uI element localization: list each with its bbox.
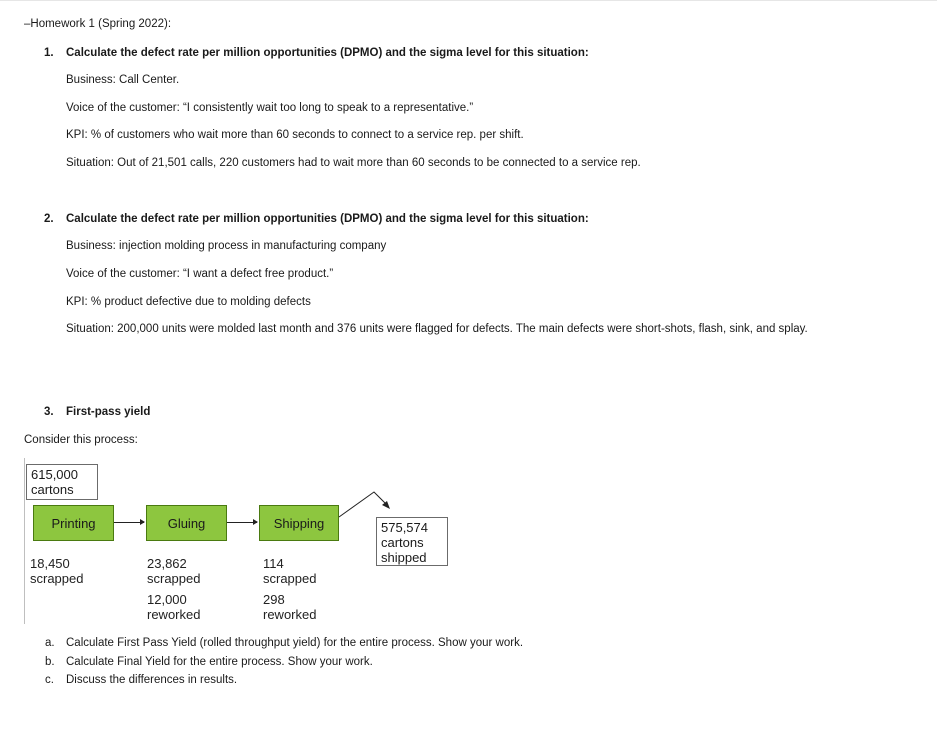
page-top-border — [0, 0, 937, 1]
arrow-gluing-to-shipping — [227, 522, 257, 523]
task-b-text: Calculate Final Yield for the entire process. Show your work. — [66, 656, 373, 668]
task-c-marker: c. — [45, 674, 54, 686]
arrow-shipping-to-output — [336, 488, 396, 520]
output-shipped-box: 575,574 cartons shipped — [376, 517, 448, 566]
q2-number: 2. — [44, 213, 54, 225]
task-b-marker: b. — [45, 656, 55, 668]
task-a-text: Calculate First Pass Yield (rolled throughput yield) for the entire process. Show your work. — [66, 637, 524, 649]
q3-intro: Consider this process: — [24, 434, 138, 446]
q2-heading: Calculate the defect rate per million opportunities (DPMO) and the sigma level for this situation: — [66, 213, 589, 225]
step-shipping: Shipping — [259, 505, 339, 541]
printing-scrapped: 18,450 scrapped — [30, 556, 84, 586]
gluing-scrapped: 23,862 scrapped — [147, 556, 201, 586]
task-a-marker: a. — [45, 637, 55, 649]
q1-voice: Voice of the customer: “I consistently wait too long to speak to a representative.” — [66, 102, 474, 114]
q2-voice: Voice of the customer: “I want a defect free product.” — [66, 268, 334, 280]
gluing-reworked: 12,000 reworked — [147, 592, 201, 622]
q2-business: Business: injection molding process in manufacturing company — [66, 240, 387, 252]
arrow-printing-to-gluing — [114, 522, 144, 523]
task-c-text: Discuss the differences in results. — [66, 674, 238, 686]
document-title: –Homework 1 (Spring 2022): — [24, 18, 172, 30]
q3-heading: First-pass yield — [66, 406, 151, 418]
shipping-reworked: 298 reworked — [263, 592, 317, 622]
diagram-left-border — [24, 458, 25, 624]
step-printing: Printing — [33, 505, 114, 541]
q1-kpi: KPI: % of customers who wait more than 60 seconds to connect to a service rep. per shift. — [66, 129, 524, 141]
shipping-scrapped: 114 scrapped — [263, 556, 317, 586]
q2-situation: Situation: 200,000 units were molded last month and 376 units were flagged for defects. The main defects were short-shots, flash, sink, and splay. — [66, 323, 808, 335]
q2-kpi: KPI: % product defective due to molding defects — [66, 296, 311, 308]
q3-number: 3. — [44, 406, 54, 418]
q1-business: Business: Call Center. — [66, 74, 180, 86]
input-cartons-box: 615,000 cartons — [26, 464, 98, 500]
q1-situation: Situation: Out of 21,501 calls, 220 customers had to wait more than 60 seconds to be connected to a service rep. — [66, 157, 641, 169]
q1-number: 1. — [44, 47, 54, 59]
step-gluing: Gluing — [146, 505, 227, 541]
q1-heading: Calculate the defect rate per million opportunities (DPMO) and the sigma level for this situation: — [66, 47, 589, 59]
